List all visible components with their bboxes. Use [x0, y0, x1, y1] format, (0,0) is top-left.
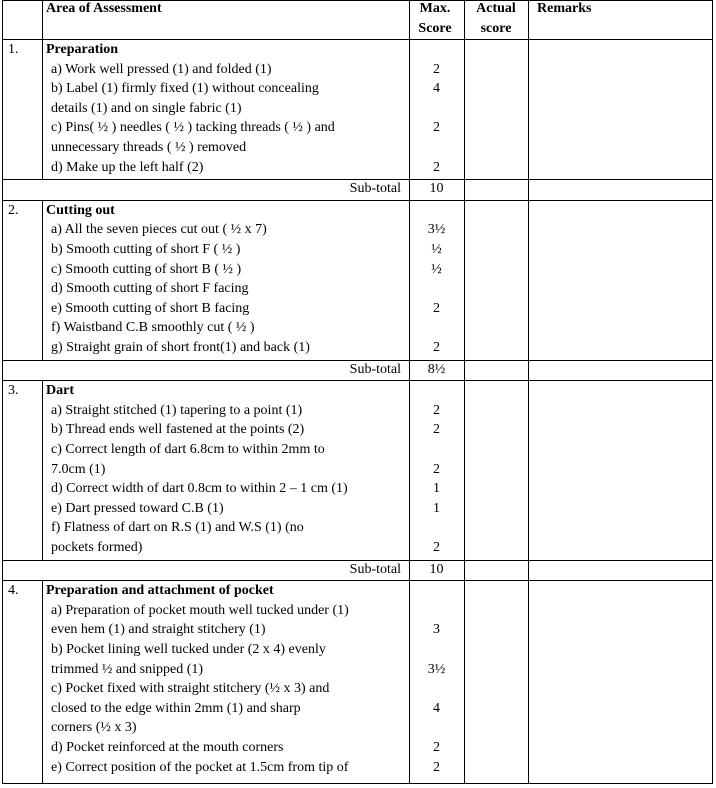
- column-divider: [409, 0, 410, 784]
- criterion-line: g) Straight grain of short front(1) and back (1): [51, 340, 310, 355]
- row-divider: [2, 580, 713, 581]
- criterion-line: e) Dart pressed toward C.B (1): [51, 501, 224, 516]
- max-score-value: 2: [433, 540, 440, 555]
- header-max-score-line2: Score: [418, 21, 452, 36]
- criterion-line: b) Thread ends well fastened at the points (2): [51, 422, 305, 437]
- criterion-line: a) All the seven pieces cut out ( ½ x 7): [51, 222, 267, 237]
- max-score-value: 3: [433, 622, 440, 637]
- column-divider: [2, 0, 3, 784]
- criterion-line: c) Pocket fixed with straight stitchery (½ x 3) and: [51, 681, 330, 696]
- criterion-line: corners (½ x 3): [51, 720, 137, 735]
- header-area-of-assessment: Area of Assessment: [46, 1, 162, 16]
- max-score-value: 3½: [427, 222, 446, 237]
- column-divider: [464, 0, 465, 784]
- max-score-value: 2: [433, 340, 440, 355]
- section-title: Cutting out: [46, 203, 115, 218]
- section-title: Dart: [46, 383, 74, 398]
- max-score-value: 2: [433, 160, 440, 175]
- criterion-line: b) Smooth cutting of short F ( ½ ): [51, 242, 241, 257]
- criterion-line: d) Correct width of dart 0.8cm to within 2 – 1 cm (1): [51, 481, 348, 496]
- section-title: Preparation: [46, 42, 119, 57]
- subtotal-label: Sub-total: [349, 562, 401, 577]
- section-number: 1.: [8, 42, 19, 57]
- criterion-line: a) Straight stitched (1) tapering to a point (1): [51, 403, 303, 418]
- subtotal-label: Sub-total: [349, 181, 401, 196]
- max-score-value: ½: [431, 242, 442, 257]
- max-score-value: ½: [431, 262, 442, 277]
- max-score-value: 2: [433, 462, 440, 477]
- criterion-line: c) Correct length of dart 6.8cm to within 2mm to: [51, 442, 325, 457]
- criterion-line: 7.0cm (1): [51, 462, 106, 477]
- max-score-value: 2: [433, 403, 440, 418]
- row-divider: [2, 0, 713, 1]
- criterion-line: f) Flatness of dart on R.S (1) and W.S (1) (no: [51, 520, 304, 535]
- column-divider: [528, 0, 529, 784]
- criterion-line: closed to the edge within 2mm (1) and sharp: [51, 701, 301, 716]
- column-divider: [42, 580, 43, 784]
- criterion-line: e) Correct position of the pocket at 1.5cm from tip of: [51, 760, 349, 775]
- max-score-value: 2: [433, 422, 440, 437]
- section-number: 4.: [8, 583, 19, 598]
- criterion-line: e) Smooth cutting of short B facing: [51, 301, 250, 316]
- max-score-value: 1: [433, 501, 440, 516]
- criterion-line: unnecessary threads ( ½ ) removed: [51, 140, 247, 155]
- column-divider: [42, 0, 43, 180]
- max-score-value: 3½: [427, 662, 446, 677]
- max-score-value: 4: [433, 701, 440, 716]
- criterion-line: trimmed ½ and snipped (1): [51, 662, 204, 677]
- max-score-value: 2: [433, 760, 440, 775]
- criterion-line: pockets formed): [51, 540, 143, 555]
- criterion-line: b) Pocket lining well tucked under (2 x 4) evenly: [51, 642, 326, 657]
- row-divider: [2, 783, 713, 784]
- max-score-value: 2: [433, 62, 440, 77]
- subtotal-value: 10: [429, 181, 444, 196]
- header-actual-score-line1: Actual: [476, 1, 516, 16]
- criterion-line: c) Pins( ½ ) needles ( ½ ) tacking threads ( ½ ) and: [51, 120, 335, 135]
- subtotal-label: Sub-total: [349, 362, 401, 377]
- row-divider: [2, 380, 713, 381]
- criterion-line: f) Waistband C.B smoothly cut ( ½ ): [51, 320, 255, 335]
- criterion-line: details (1) and on single fabric (1): [51, 101, 242, 116]
- max-score-value: 4: [433, 81, 440, 96]
- subtotal-value: 8½: [427, 362, 446, 377]
- section-number: 2.: [8, 203, 19, 218]
- column-divider: [42, 200, 43, 361]
- criterion-line: d) Smooth cutting of short F facing: [51, 281, 249, 296]
- header-remarks: Remarks: [537, 1, 592, 16]
- column-divider: [712, 0, 713, 784]
- criterion-line: a) Work well pressed (1) and folded (1): [51, 62, 272, 77]
- section-number: 3.: [8, 383, 19, 398]
- criterion-line: c) Smooth cutting of short B ( ½ ): [51, 262, 242, 277]
- criterion-line: d) Pocket reinforced at the mouth corners: [51, 740, 284, 755]
- section-title: Preparation and attachment of pocket: [46, 583, 274, 598]
- subtotal-value: 10: [429, 562, 444, 577]
- max-score-value: 1: [433, 481, 440, 496]
- header-max-score-line1: Max.: [419, 1, 451, 16]
- row-divider: [2, 200, 713, 201]
- criterion-line: b) Label (1) firmly fixed (1) without concealing: [51, 81, 319, 96]
- criterion-line: even hem (1) and straight stitchery (1): [51, 622, 266, 637]
- header-actual-score-line2: score: [480, 21, 512, 36]
- row-divider: [2, 39, 713, 40]
- criterion-line: d) Make up the left half (2): [51, 160, 204, 175]
- max-score-value: 2: [433, 740, 440, 755]
- column-divider: [42, 380, 43, 560]
- criterion-line: a) Preparation of pocket mouth well tucked under (1): [51, 603, 349, 618]
- max-score-value: 2: [433, 120, 440, 135]
- max-score-value: 2: [433, 301, 440, 316]
